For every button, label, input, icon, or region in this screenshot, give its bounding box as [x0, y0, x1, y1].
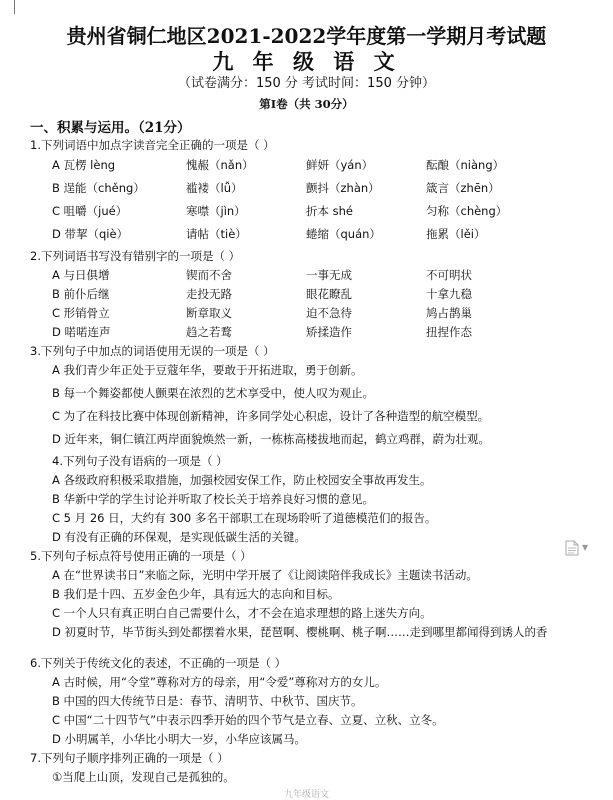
question-3-option-a: A 我们青少年正处于豆蔻年华，要敢于开拓进取，勇于创新。: [52, 363, 363, 377]
cell: 酝酿（niàng）: [426, 158, 505, 172]
crop-mark: [14, 0, 15, 14]
question-6-stem: 6.下列关于传统文化的表述，不正确的一项是（ ）: [30, 656, 287, 670]
cell: D 喏喏连声: [52, 325, 111, 339]
question-2-row-c: [52, 305, 608, 321]
question-2-row-a: [52, 267, 608, 283]
cell: 不可明状: [426, 268, 472, 282]
question-4-option-b: B 华新中学的学生讨论并听取了校长关于培养良好习惯的意见。: [52, 492, 375, 506]
question-1-row-d: [52, 226, 608, 242]
question-4-option-d: D 有没有正确的环保观，是实现低碳生活的关键。: [52, 530, 307, 544]
cell: 迫不急待: [306, 306, 352, 320]
cell: 趋之若鹜: [186, 325, 232, 339]
question-1-stem: 1.下列词语中加点字读音完全正确的一项是（ ）: [30, 138, 275, 152]
cell: 愧赧（nǎn）: [186, 158, 254, 172]
question-5-option-b: B 我们是十四、五岁金色少年，具有远大的志向和目标。: [52, 587, 340, 601]
cell: 断章取义: [186, 306, 232, 320]
question-2-row-b: [52, 286, 608, 302]
cell: C 咀嚼（jué）: [52, 204, 128, 218]
question-1-row-b: [52, 180, 608, 196]
cell: 鸠占鹊巢: [426, 306, 472, 320]
page-footer: 九年级语文: [283, 790, 329, 800]
question-4-option-a: A 各级政府积极采取措施，加强校园安保工作，防止校园安全事故再发生。: [52, 473, 432, 487]
question-1-row-a: [52, 157, 608, 173]
cell: 箴言（zhēn）: [426, 181, 500, 195]
question-6-option-d: D 小明属羊，小华比小明大一岁，小华应该属马。: [52, 732, 307, 746]
question-5-option-a: A 在“世界读书日”来临之际，光明中学开展了《让阅读陪伴我成长》主题读书活动。: [52, 568, 478, 582]
cell: 扭捏作态: [426, 325, 472, 339]
question-6-option-c: C 中国“二十四节气”中表示四季开始的四个节气是立春、立夏、立秋、立冬。: [52, 713, 444, 727]
exam-title: 贵州省铜仁地区2021-2022学年度第一学期月考试题: [66, 24, 547, 48]
cell: D 带挈（qiè）: [52, 227, 129, 241]
cell: 矫揉造作: [306, 325, 352, 339]
question-7-stem: 7.下列句子顺序排列正确的一项是（ ）: [30, 751, 229, 765]
document-icon[interactable]: [565, 540, 579, 556]
question-1-row-c: [52, 203, 608, 219]
cell: 十拿九稳: [426, 287, 472, 301]
question-2-stem: 2.下列词语书写没有错别字的一项是（ ）: [30, 249, 241, 263]
question-4-stem: 4.下列句子没有语病的一项是（ ）: [52, 454, 228, 468]
cell: 折本 shé: [306, 204, 354, 218]
cell: 请帖（tiè）: [186, 227, 247, 241]
cell: B 前仆后继: [52, 287, 110, 301]
question-6-option-a: A 古时候，用“令堂”尊称对方的母亲，用“令爱”尊称对方的女儿。: [52, 675, 387, 689]
cell: 蜷缩（quán）: [306, 227, 381, 241]
cell: 褴褛（lǚ）: [186, 181, 243, 195]
cell: 鲜妍（yán）: [306, 158, 374, 172]
cell: 匀称（chèng）: [426, 204, 508, 218]
cell: A 瓦楞 lèng: [52, 158, 116, 172]
question-3-stem: 3.下列句子中加点的词语使用无误的一项是（ ）: [30, 344, 275, 358]
question-6-option-b: B 中国的四大传统节日是：春节、清明节、中秋节、国庆节。: [52, 694, 363, 708]
volume-heading: 第Ⅰ卷（共 30分）: [259, 97, 354, 111]
question-2-row-d: [52, 324, 608, 340]
question-7-option-1: ①当爬上山顶，发现自己是孤独的。: [52, 770, 235, 784]
question-3-option-c: C 为了在科技比赛中体现创新精神，许多同学处心积虑，设计了各种造型的航空模型。: [52, 409, 490, 423]
cell: 眼花瞭乱: [306, 287, 352, 301]
cell: 走投无路: [186, 287, 232, 301]
question-5-option-c: C 一个人只有真正明白自己需要什么，才不会在追求理想的路上迷失方向。: [52, 606, 432, 620]
question-3-option-b: B 每一个舞姿都使人颤栗在浓烈的艺术享受中，使人叹为观止。: [52, 386, 375, 400]
question-4-option-c: C 5 月 26 日，大约有 300 多名干部职工在现场聆听了道德模范们的报告。: [52, 511, 437, 525]
question-3-option-d: D 近年来，铜仁镇江两岸面貌焕然一新，一栋栋高楼拔地而起，鹤立鸡群，蔚为壮观。: [52, 432, 491, 446]
cell: 一事无成: [306, 268, 352, 282]
cell: 颤抖（zhàn）: [306, 181, 380, 195]
exam-subject: 九 年 级 语 文: [212, 49, 401, 74]
cell: B 逞能（chěng）: [52, 181, 145, 195]
section-heading: 一、积累与运用。（21分）: [30, 120, 191, 136]
question-5-stem: 5.下列句子标点符号使用正确的一项是（ ）: [30, 549, 252, 563]
exam-meta: （试卷满分：150 分 考试时间：150 分钟）: [177, 76, 436, 91]
question-5-option-d: D 初夏时节，毕节街头到处都摆着水果，琵琶啊、樱桃啊、桃子啊……走到哪里都闻得到诱人的香: [52, 625, 548, 639]
cell: 寒噤（jìn）: [186, 204, 246, 218]
cell: C 形销骨立: [52, 306, 110, 320]
cell: 锲而不舍: [186, 268, 232, 282]
cell: 拖累（lěi）: [426, 227, 486, 241]
cell: A 与日俱增: [52, 268, 110, 282]
chevron-down-icon[interactable]: ▼: [582, 543, 589, 552]
